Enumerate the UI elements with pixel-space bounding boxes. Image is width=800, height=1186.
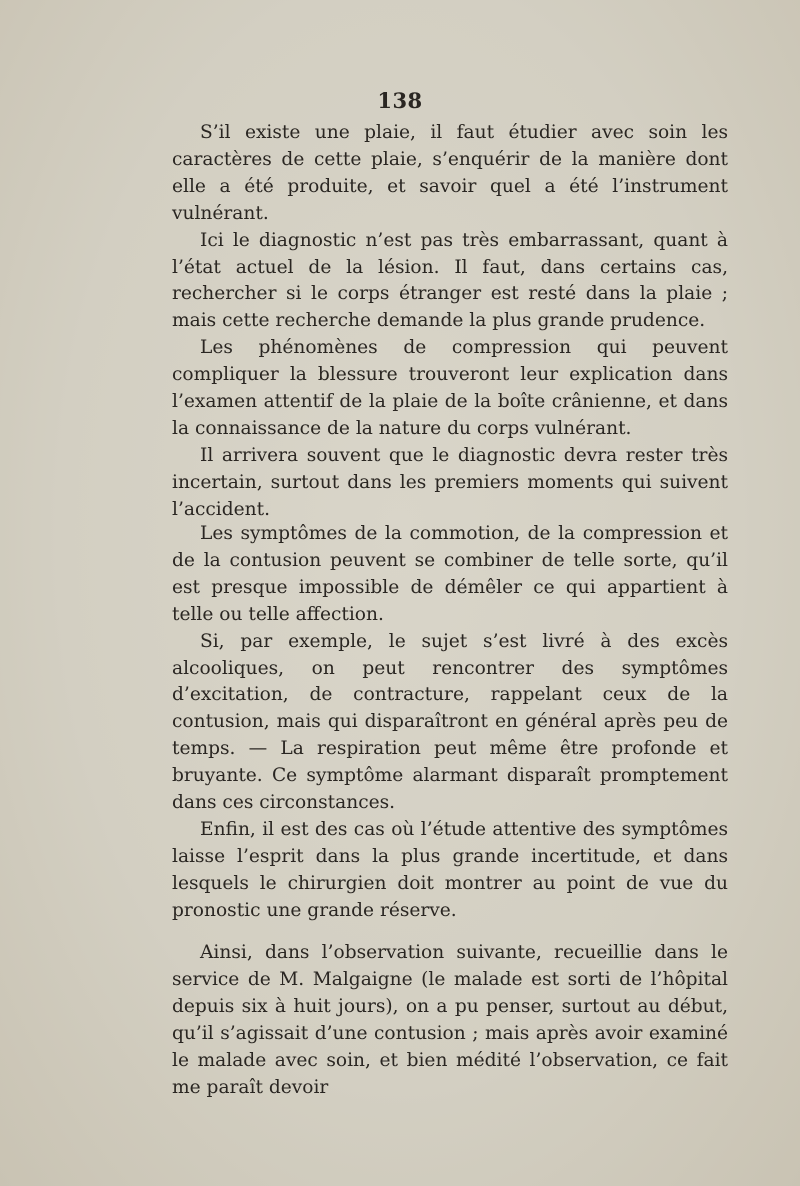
paragraph: Enfin, il est des cas où l’étude attentive des symptômes laisse l’esprit dans la plus grande incertitude, et dans lesquels le chirurgien doit montrer au point de vue du pronostic une grande réserve. (172, 818, 728, 921)
section-3 (172, 940, 728, 1101)
paragraph: Les phénomènes de compression qui peuvent compliquer la blessure trouveront leur explication dans l’examen attentif de la plaie de la boîte crânienne, et dans la connaissance de la nature du corps vulnérant. (172, 337, 728, 439)
paragraph: Il arrivera souvent que le diagnostic devra rester très incertain, surtout dans les premiers moments qui suivent l’accident. (172, 444, 728, 520)
paragraph: Ici le diagnostic n’est pas très embarrassant, quant à l’état actuel de la lésion. Il faut, dans certains cas, rechercher si le corps étranger est resté dans la plaie ; mais cette recherche demande la plus grande prudence. (172, 229, 728, 332)
paragraph: Si, par exemple, le sujet s’est livré à des excès alcooliques, on peut rencontrer des symptômes d’excitation, de contracture, rappelant ceux de la contusion, mais qui disparaîtront en général après peu de temps. — La respiration peut même être profonde et bruyante. Ce symptôme alarmant disparaît promptement dans ces circonstances. (172, 630, 728, 814)
paragraph: Les symptômes de la commotion, de la compression et de la contusion peuvent se combiner de telle sorte, qu’il est presque impossible de démêler ce qui appartient à telle ou telle affection. (172, 523, 728, 625)
section-1 (172, 120, 728, 524)
section-2 (172, 521, 728, 925)
paragraph: Ainsi, dans l’observation suivante, recueillie dans le service de M. Malgaigne (le malade est sorti de l’hôpital depuis six à huit jours), on a pu penser, surtout au début, qu’il s’agissait d’une contusion ; mais après avoir examiné le malade avec soin, et bien médité l’observation, ce fait me paraît devoir (172, 942, 728, 1098)
page-number: 138 (377, 88, 423, 113)
paragraph: S’il existe une plaie, il faut étudier avec soin les caractères de cette plaie, s’enquérir de la manière dont elle a été produite, et savoir quel a été l’instrument vulnérant. (172, 122, 728, 224)
